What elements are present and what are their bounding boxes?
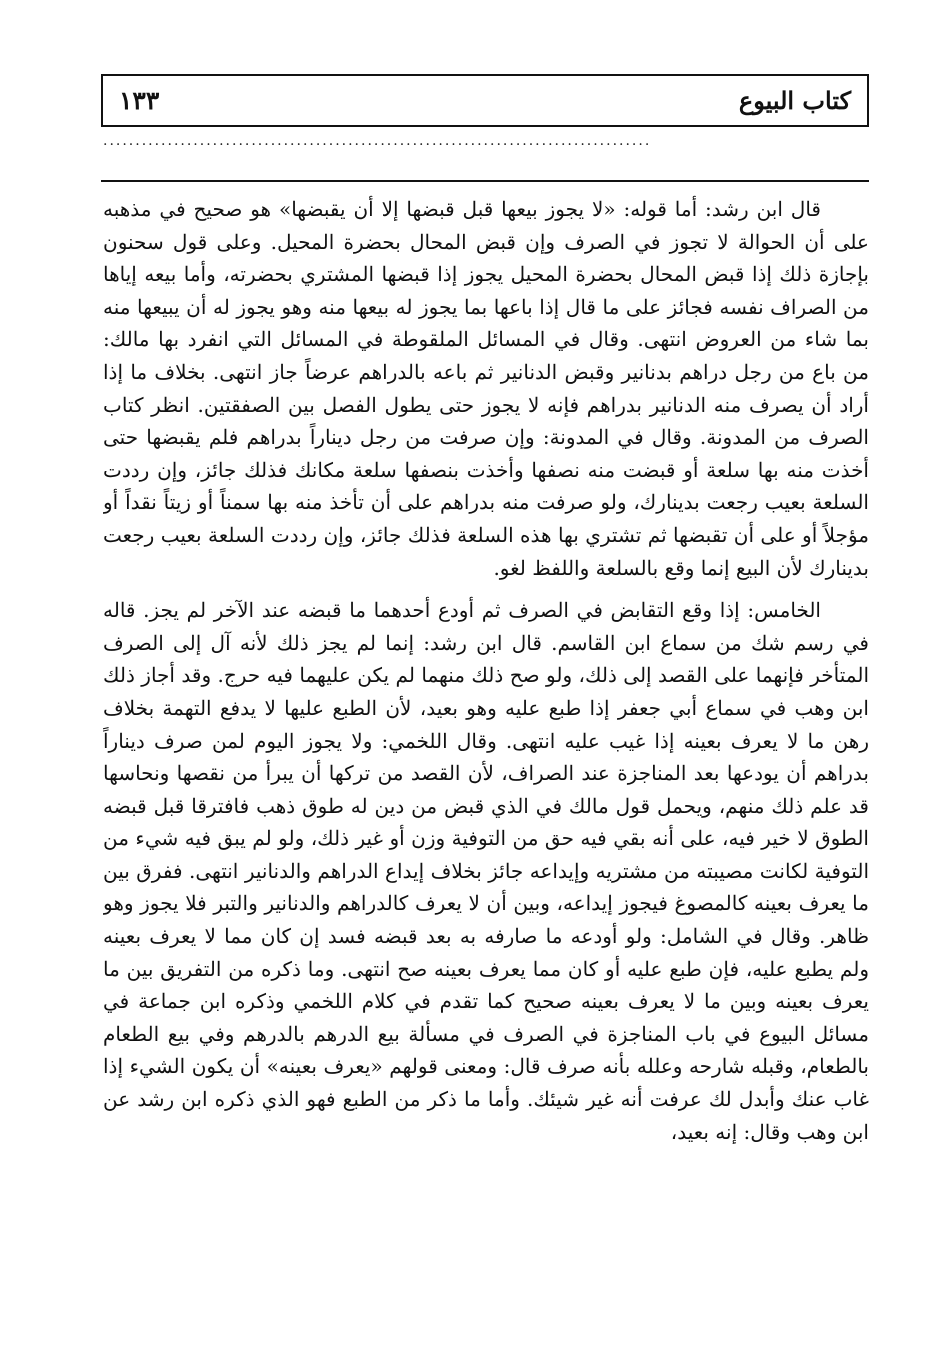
dotted-separator: ..................................................................................... [103, 133, 652, 149]
paragraph-ibn-rushd: قال ابن رشد: أما قوله: «لا يجوز بيعها قبل قبضها إلا أن يقبضها» هو صحيح في مذهبه على أن الحوالة لا تجوز في الصرف وإن قبض المحال بحضرة المحيل. وعلى قول سحنون بإجازة ذلك إذا قبض المحال بحضرة المحيل يجوز إذا قبضها المشتري بحضرته، وأما بيعه إياها من الصراف نفسه فجائز على ما قال إذا باعها بما يجوز له بيعها منه وهو يجوز له أن يبيعها منه بما شاء من العروض انتهى. وقال في المسائل الملقوطة في المسائل التي انفرد بها مالك: من باع من رجل دراهم بدنانير وقبض الدنانير ثم باعه بالدراهم عرضاً جاز انتهى. بخلاف ما إذا أراد أن يصرف منه الدنانير بدراهم فإنه لا يجوز حتى يطول الفصل بين الصفقتين. انظر كتاب الصرف من المدونة. وقال في المدونة: وإن صرفت من رجل ديناراً بدراهم فلم يقبضها حتى أخذت منه بها سلعة أو قبضت منه نصفها وأخذت بنصفها سلعة مكانك فذلك جائز، وإن رددت السلعة بعيب رجعت بدينارك، ولو صرفت منه بدراهم على أن تأخذ منه بها سمناً أو زيتاً نقداً أو مؤجلاً أو على أن تقبضها ثم تشتري بها هذه السلعة فذلك جائز، وإن رددت السلعة بعيب رجعت بدينارك لأن البيع إنما وقع بالسلعة واللفظ لغو. [103, 197, 869, 580]
main-text [103, 193, 869, 1343]
paragraph-fifth: الخامس: إذا وقع التقابض في الصرف ثم أودع أحدهما ما قبضه عند الآخر لم يجز. قاله في رسم شك من سماع ابن القاسم. قال ابن رشد: إنما لم يجز ذلك لأنه آل إلى الصرف المتأخر فإنهما على القصد إلى ذلك، ولو صح ذلك منهما لم يكن عليهما فيه حرج. وقد أجاز ذلك ابن وهب في سماع أبي جعفر إذا طبع عليه وهو بعيد، لأن الطبع عليها لا يدفع التهمة بخلاف رهن ما لا يعرف بعينه إذا غيب عليه انتهى. وقال اللخمي: ولا يجوز اليوم لمن صرف ديناراً بدراهم أن يودعها بعد المناجزة عند الصراف، لأن القصد من تركها أن يبرأ من نقصها ونحاسها قد علم ذلك منهم، ويحمل قول مالك في الذي قبض من دين له طوق ذهب فافترقا قبل قبضه الطوق لا خير فيه، على أنه بقي فيه حق من التوفية وزن أو غير ذلك، ولو لم يبق فيه شيء من التوفية لكانت مصيبته من مشتريه وإيداعه جائز بخلاف إيداع الدراهم والدنانير انتهى. ففرق بين ما يعرف بعينه كالمصوغ فيجوز إيداعه، وبين أن لا يعرف كالدراهم والدنانير والتبر فلا يجوز وهو ظاهر. وقال في الشامل: ولو أودعه ما صارفه به بعد قبضه فسد إن كان مما لا يعرف بعينه ولم يطبع عليه، فإن طبع عليه أو كان مما يعرف بعينه صح انتهى. وما ذكره من التفريق بين ما يعرف بعينه وبين ما لا يعرف بعينه صحيح كما تقدم في كلام اللخمي وذكره ابن جماعة في مسائل البيوع في باب المناجزة في الصرف في مسألة بيع الدرهم بالدرهم وفي بيع الطعام بالطعام، وقبله شارحه وعلله بأنه صرف قال: ومعنى قولهم «يعرف بعينه» أن يكون الشيء إذا غاب عنك وأبدل لك عرفت أنه غير شيئك. وأما ما ذكر من الطبع فهو الذي ذكره ابن رشد عن ابن وهب وقال: إنه بعيد، [103, 598, 869, 1144]
book-title: كتاب البيوع [738, 86, 851, 115]
horizontal-rule [101, 180, 869, 182]
page-number: ١٣٣ [119, 86, 160, 115]
page-header [101, 74, 869, 127]
